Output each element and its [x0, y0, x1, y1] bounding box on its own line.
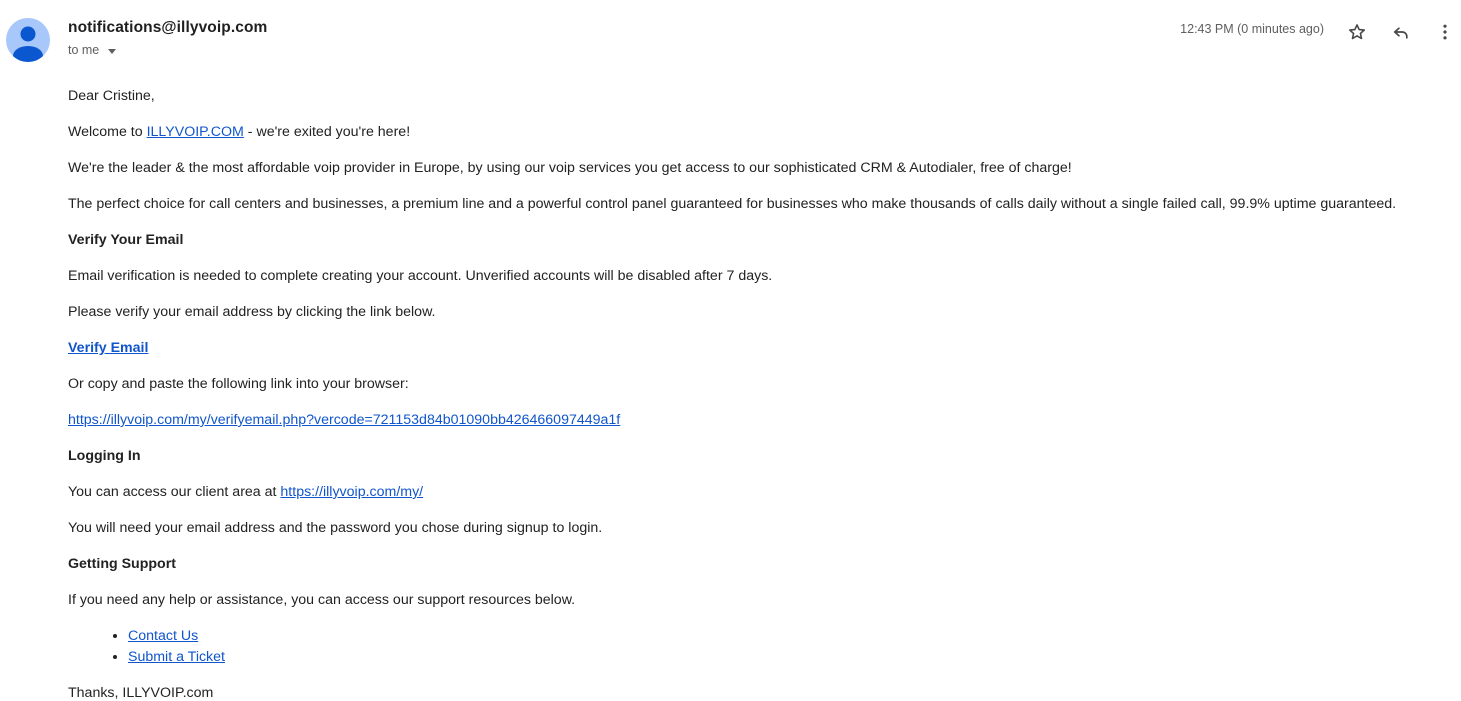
more-vertical-icon[interactable]: [1431, 18, 1459, 46]
support-heading: Getting Support: [68, 556, 176, 572]
choice-paragraph: The perfect choice for call centers and businesses, a premium line and a powerful control panel guaranteed for businesses who make thousands of calls daily without a single failed call, 99.9% uptime guaranteed.: [68, 196, 1397, 212]
welcome-prefix: Welcome to: [68, 124, 147, 140]
submit-ticket-link[interactable]: Submit a Ticket: [128, 649, 225, 665]
sender-email[interactable]: notifications@illyvoip.com: [68, 19, 268, 36]
client-area-line: [68, 483, 1448, 501]
list-item: [128, 648, 1448, 666]
verify-url-line: [68, 411, 1448, 429]
verify-instruction-text: Please verify your email address by clicking the link below.: [68, 304, 436, 320]
login-note: You will need your email address and the password you chose during signup to login.: [68, 520, 603, 536]
star-icon[interactable]: [1343, 18, 1371, 46]
verify-email-link[interactable]: Verify Email: [68, 340, 149, 356]
verify-url-link[interactable]: https://illyvoip.com/my/verifyemail.php?vercode=721153d84b01090bb426466097449a1f: [68, 412, 621, 428]
signoff: Thanks, ILLYVOIP.com: [68, 685, 214, 701]
client-area-link[interactable]: https://illyvoip.com/my/: [280, 484, 424, 500]
welcome-line: [68, 123, 1448, 141]
contact-us-link[interactable]: Contact Us: [128, 628, 199, 644]
verify-heading: Verify Your Email: [68, 232, 184, 248]
login-heading: Logging In: [68, 448, 141, 464]
verify-needed-text: Email verification is needed to complete creating your account. Unverified accounts will be disabled after 7 days.: [68, 268, 773, 284]
message-timestamp: 12:43 PM (0 minutes ago): [1180, 22, 1324, 36]
support-text: If you need any help or assistance, you can access our support resources below.: [68, 592, 576, 608]
message-body: [68, 87, 1448, 701]
sender-avatar-icon[interactable]: [6, 18, 50, 62]
leader-paragraph: We're the leader & the most affordable voip provider in Europe, by using our voip services you get access to our sophisticated CRM & Autodialer, free of charge!: [68, 160, 1072, 176]
support-links-list: [68, 627, 1448, 666]
illyvoip-home-link[interactable]: ILLYVOIP.COM: [146, 124, 244, 140]
copy-paste-text: Or copy and paste the following link into your browser:: [68, 376, 409, 392]
verify-link-line: [68, 339, 1448, 357]
welcome-suffix: - we're exited you're here!: [243, 124, 411, 140]
client-area-prefix: You can access our client area at: [68, 484, 281, 500]
recipient-details-toggle[interactable]: [68, 43, 116, 57]
recipient-label: to me: [68, 43, 100, 57]
chevron-down-icon: [108, 49, 116, 54]
greeting: Dear Cristine,: [68, 88, 155, 104]
reply-icon[interactable]: [1387, 18, 1415, 46]
list-item: [128, 627, 1448, 645]
